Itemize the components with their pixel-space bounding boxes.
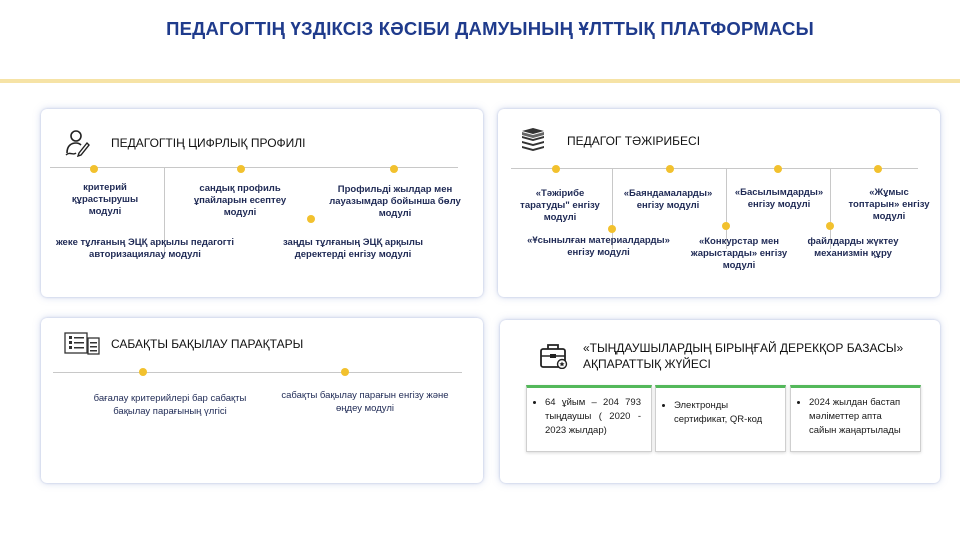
experience-item: «Баяндамаларды» енгізу модулі (623, 188, 713, 211)
database-info-box (655, 385, 786, 452)
experience-dot (608, 225, 616, 233)
lessons-item: сабақты бақылау парағын енгізу және өңдеу модулі (281, 390, 449, 414)
experience-item: «Ұсынылған материалдарды» енгізу модулі (527, 235, 670, 258)
briefcase-icon (540, 343, 568, 369)
experience-timeline (511, 168, 918, 169)
database-title: АҚПАРАТТЫҚ ЖҮЙЕСІ (583, 357, 711, 371)
profile-item: жеке тұлғаның ЭЦҚ арқылы педагогті авторизациялау модулі (55, 237, 235, 260)
experience-dot (666, 165, 674, 173)
book-stack-icon (519, 127, 547, 151)
profile-dot (90, 165, 98, 173)
experience-dot (826, 222, 834, 230)
profile-dot (237, 165, 245, 173)
experience-item: «Конкурстар мен жарыстарды» енгізу модулі (690, 236, 788, 271)
lessons-title: САБАҚТЫ БАҚЫЛАУ ПАРАҚТАРЫ (111, 337, 304, 351)
database-title: «ТЫҢДАУШЫЛАРДЫҢ БІРЫҢҒАЙ ДЕРЕКҚОР БАЗАСЫ» (583, 341, 904, 355)
database-info-box (790, 385, 921, 452)
experience-item: файлдарды жүктеу механизмін құру (807, 236, 899, 259)
experience-dot (722, 222, 730, 230)
lessons-item: бағалау критерийлері бар сабақты бақылау парағының үлгісі (93, 393, 247, 417)
lessons-timeline (53, 372, 462, 373)
experience-item: «Басылымдарды» енгізу модулі (734, 187, 824, 210)
lessons-dot (139, 368, 147, 376)
profile-dot (307, 215, 315, 223)
database-info-item: • 64 ұйым – 204 793 тыңдаушы ( 2020 - 2023 жылдар) (545, 396, 641, 437)
lessons-dot (341, 368, 349, 376)
experience-dot (552, 165, 560, 173)
profile-dot (390, 165, 398, 173)
experience-dot (874, 165, 882, 173)
profile-item: заңды тұлғаның ЭЦҚ арқылы деректерді енгізу модулі (282, 237, 424, 260)
experience-item: «Жұмыс топтарын» енгізу модулі (848, 187, 930, 222)
database-info-box (526, 385, 652, 452)
pen-user-icon (64, 129, 90, 157)
database-info-item: • Электронды сертификат, QR-код (674, 399, 775, 427)
profile-title: ПЕДАГОГТІҢ ЦИФРЛЫҚ ПРОФИЛІ (111, 136, 306, 150)
experience-dot (774, 165, 782, 173)
database-info-item: • 2024 жылдан бастап мәліметтер апта сайын жаңартылады (809, 396, 910, 437)
checklist-icon (64, 332, 100, 356)
profile-item: сандық профиль ұпайларын есептеу модулі (193, 183, 287, 218)
profile-item: Профильді жылдар мен лауазымдар бойынша бөлу модулі (329, 184, 461, 219)
header-divider (0, 79, 960, 83)
experience-title: ПЕДАГОГ ТӘЖІРИБЕСІ (567, 134, 701, 148)
page-title: ПЕДАГОГТІҢ ҮЗДІКСІЗ КӘСІБИ ДАМУЫНЫҢ ҰЛТТЫҚ ПЛАТФОРМАСЫ (166, 18, 814, 39)
experience-item: «Тәжірибе таратуды" енгізу модулі (520, 188, 600, 223)
profile-item: критерий құрастырушы модулі (71, 182, 139, 217)
